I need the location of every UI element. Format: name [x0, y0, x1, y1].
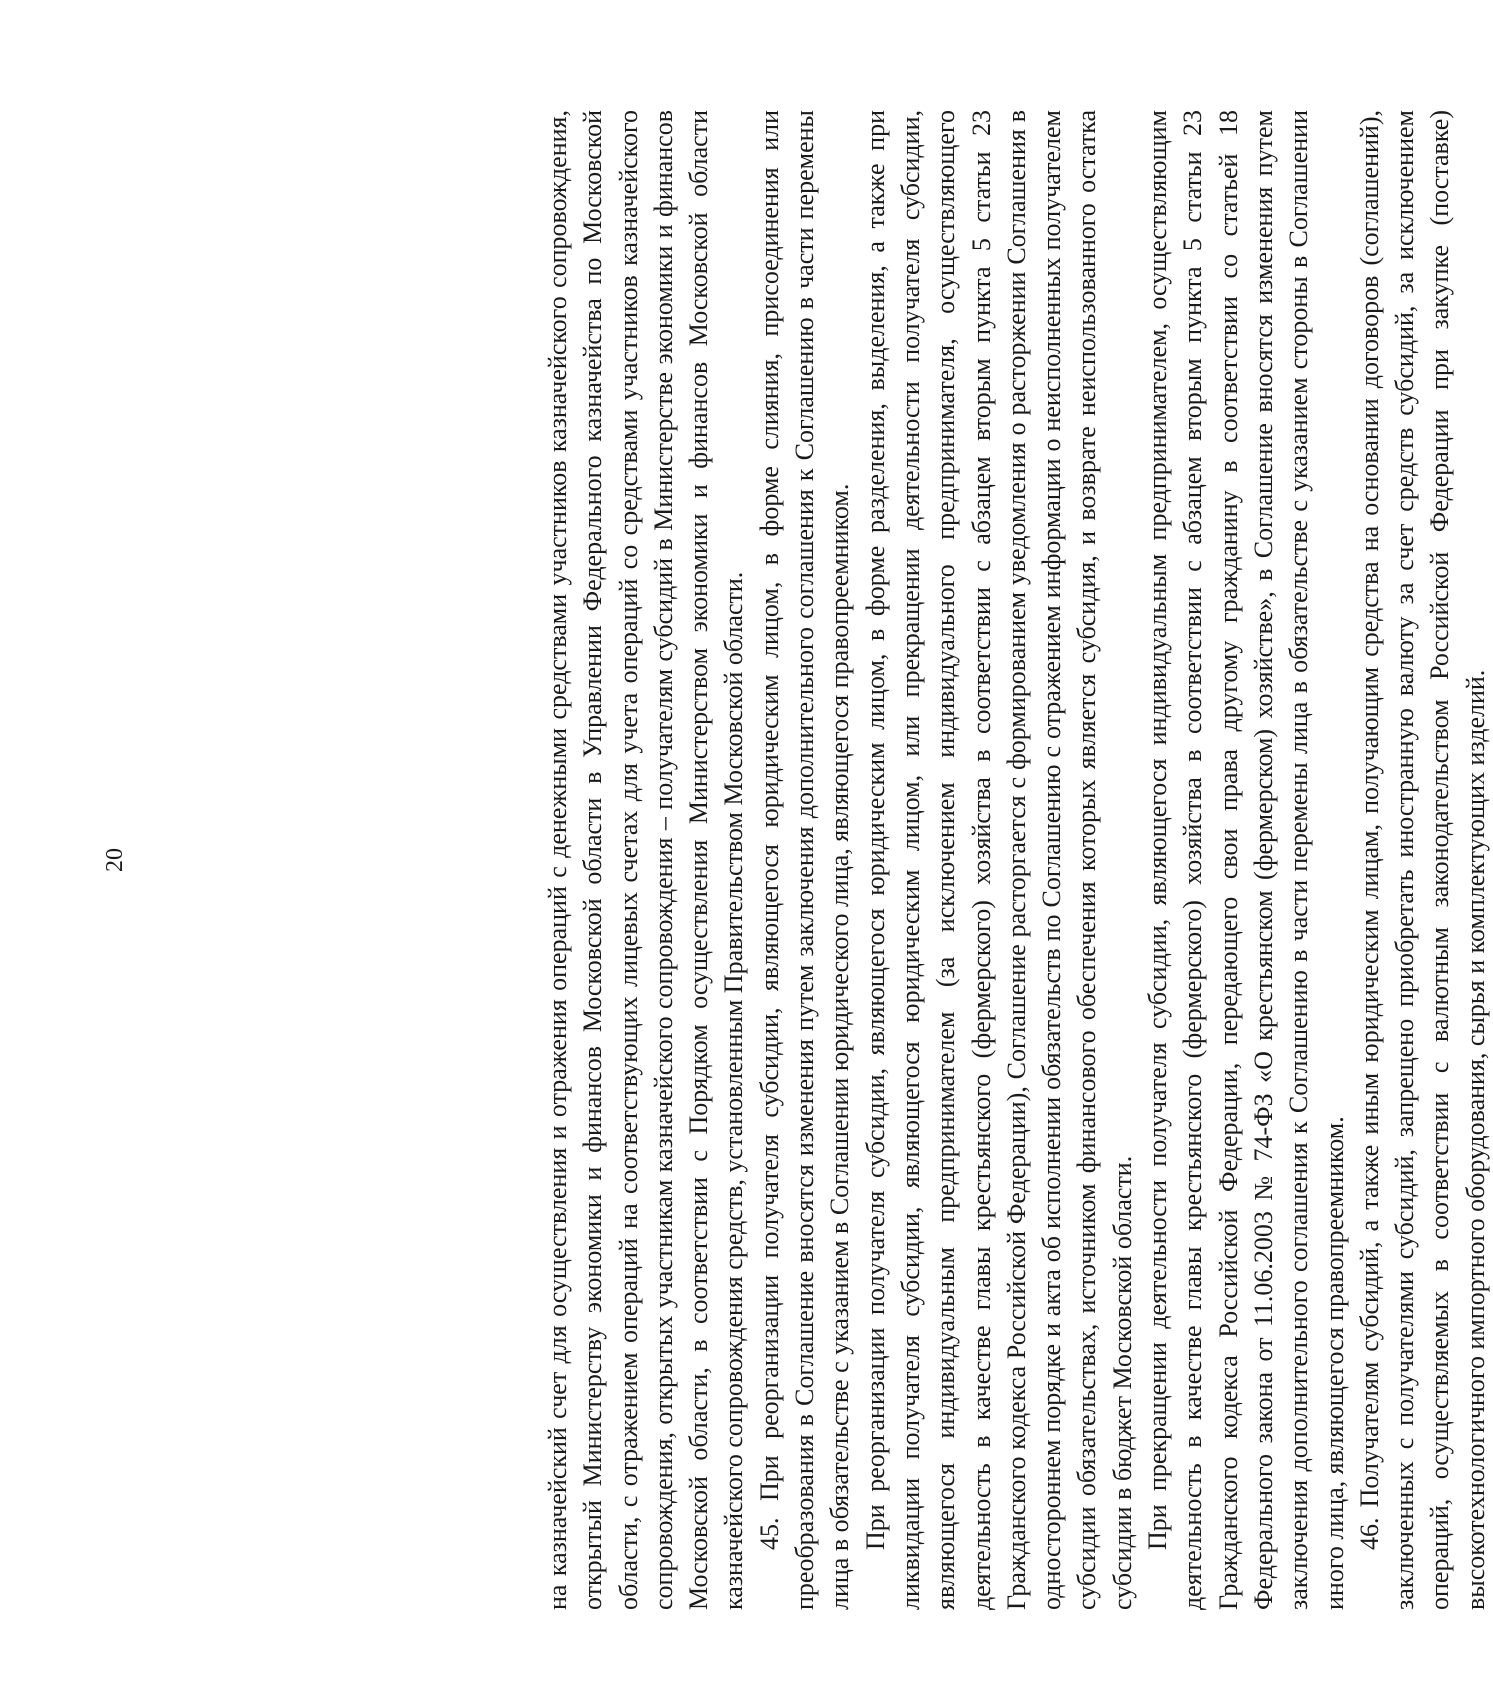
rotated-content [100, 110, 1490, 1610]
paragraph-45-farm: При прекращении деятельности получателя субсидии, являющегося индивидуальным предпринимателем, осуществляющим деятельность в качестве главы крестьянского (фермерского) хозяйства в соответствии с абзацем вторым пункта 5 статьи 23 Гражданского кодекса Российской Федерации, передающего свои права другому гражданину в соответствии со статьей 18 Федерального закона от 11.06.2003 № 74-ФЗ «О крестьянском (фермерском) хозяйстве», в Соглашение вносятся изменения путем заключения дополнительного соглашения к Соглашению в части перемены лица в обязательстве с указанием стороны в Соглашении иного лица, являющегося правопреемником. [1143, 110, 1349, 1610]
paragraph-45: 45. При реорганизации получателя субсидии, являющегося юридическим лицом, в форме слияния, присоединения или преобразования в Соглашение вносятся изменения путем заключения дополнительного соглашения к Соглашению в части перемены лица в обязательстве с указанием в Соглашении юридического лица, являющегося правопреемником. [754, 110, 855, 1610]
paragraph-45-reorganization: При реорганизации получателя субсидии, являющегося юридическим лицом, в форме разделения, выделения, а также при ликвидации получателя субсидии, являющегося юридическим лицом, или прекращении деятельности получателя субсидии, являющегося индивидуальным предпринимателем (за исключением индивидуального предпринимателя, осуществляющего деятельность в качестве главы крестьянского (фермерского) хозяйства в соответствии с абзацем вторым пункта 5 статьи 23 Гражданского кодекса Российской Федерации), Соглашение расторгается с формированием уведомления о расторжении Соглашения в одностороннем порядке и акта об исполнении обязательств по Соглашению с отражением информации о неисполненных получателем субсидии обязательствах, источником финансового обеспечения которых является субсидия, и возврате неиспользованного остатка субсидии в бюджет Московской области. [860, 110, 1137, 1610]
paragraph-continuation: на казначейский счет для осуществления и отражения операций с денежными средствами участников казначейского сопровождения, открытый Министерству экономики и финансов Московской области в Управлении Федерального казначейства по Московской области, с отражением операций на соответствующих лицевых счетах для учета операций со средствами участников казначейского сопровождения, открытых участникам казначейского сопровождения – получателям субсидий в Министерстве экономики и финансов Московской области, в соответствии с Порядком осуществления Министерством экономики и финансов Московской области казначейского сопровождения средств, установленным Правительством Московской области. [543, 110, 749, 1610]
page-number: 20 [102, 848, 128, 872]
body-text [540, 110, 1493, 1610]
paragraph-46: 46. Получателям субсидий, а также иным юридическим лицам, получающим средства на основании договоров (соглашений), заключенных с получателями субсидий, запрещено приобретать иностранную валюту за счет средств субсидий, за исключением операций, осуществляемых в соответствии с валютным законодательством Российской Федерации при закупке (поставке) высокотехнологичного импортного оборудования, сырья и комплектующих изделий. [1354, 110, 1490, 1610]
